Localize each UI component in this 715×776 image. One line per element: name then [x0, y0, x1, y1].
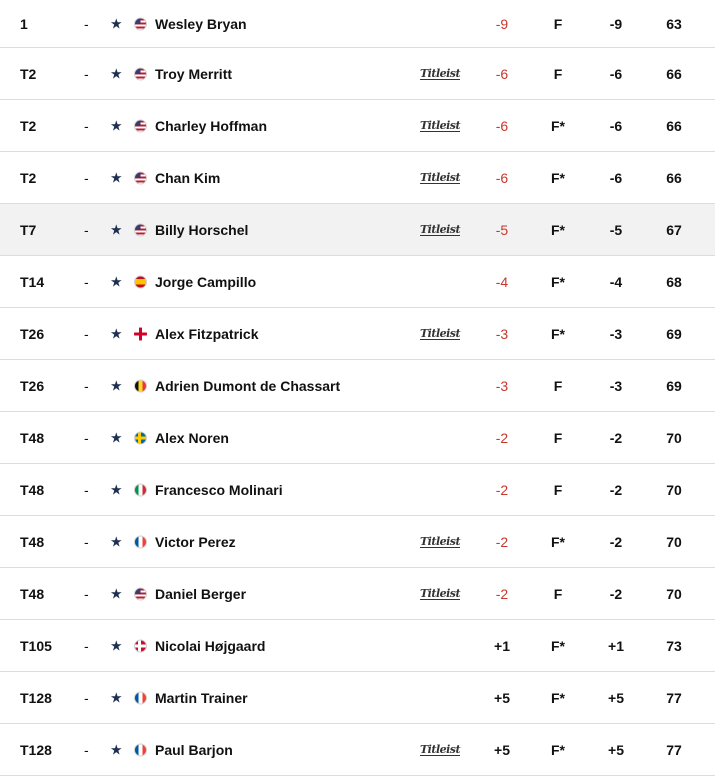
position: T48	[20, 429, 45, 446]
player-name[interactable]: Martin Trainer	[155, 689, 248, 706]
thru-status: F*	[551, 221, 565, 238]
leaderboard-row[interactable]	[0, 568, 715, 620]
position: T48	[20, 533, 45, 550]
position-movement: -	[84, 273, 89, 290]
today-score: +1	[494, 637, 510, 654]
player-name[interactable]: Alex Fitzpatrick	[155, 325, 259, 342]
position-movement: -	[84, 481, 89, 498]
total-score: -2	[609, 481, 623, 498]
today-score: -2	[495, 533, 509, 550]
total-score: -2	[609, 585, 623, 602]
titleist-logo: Titleist	[420, 118, 461, 132]
leaderboard-row[interactable]	[0, 516, 715, 568]
position: T105	[20, 637, 52, 654]
leaderboard-row[interactable]	[0, 152, 715, 204]
titleist-logo: Titleist	[420, 742, 461, 756]
total-score: -3	[609, 377, 623, 394]
thru-status: F	[553, 377, 563, 394]
position: T2	[20, 65, 37, 82]
today-score: -6	[495, 169, 509, 186]
position: 1	[20, 15, 28, 32]
total-score: +5	[608, 741, 624, 758]
thru-status: F*	[551, 117, 565, 134]
thru-status: F	[553, 15, 563, 32]
total-score: -2	[609, 429, 623, 446]
position-movement: -	[84, 585, 89, 602]
total-score: -3	[609, 325, 623, 342]
flag-es-icon	[134, 275, 147, 288]
star-icon[interactable]: ★	[110, 741, 123, 757]
position-movement: -	[84, 221, 89, 238]
player-name[interactable]: Victor Perez	[155, 533, 236, 550]
titleist-logo: Titleist	[420, 586, 461, 600]
round-score: 66	[666, 117, 682, 134]
total-score: -4	[609, 273, 623, 290]
thru-status: F*	[551, 533, 565, 550]
round-score: 69	[666, 377, 682, 394]
flag-us-icon	[134, 223, 147, 236]
today-score: +5	[494, 689, 510, 706]
player-name[interactable]: Francesco Molinari	[155, 481, 283, 498]
today-score: -3	[495, 377, 509, 394]
round-score: 77	[666, 689, 682, 706]
position-movement: -	[84, 377, 89, 394]
thru-status: F	[553, 429, 563, 446]
leaderboard-row[interactable]	[0, 308, 715, 360]
star-icon[interactable]: ★	[110, 15, 123, 31]
position-movement: -	[84, 689, 89, 706]
today-score: +5	[494, 741, 510, 758]
position: T26	[20, 325, 45, 342]
position-movement: -	[84, 533, 89, 550]
position-movement: -	[84, 117, 89, 134]
titleist-logo: Titleist	[420, 222, 461, 236]
leaderboard-row[interactable]	[0, 412, 715, 464]
round-score: 77	[666, 741, 682, 758]
today-score: -2	[495, 585, 509, 602]
flag-fr-icon	[134, 743, 147, 756]
leaderboard-row[interactable]	[0, 48, 715, 100]
star-icon[interactable]: ★	[110, 221, 123, 237]
round-score: 73	[666, 637, 682, 654]
flag-be-icon	[134, 379, 147, 392]
titleist-logo: Titleist	[420, 170, 461, 184]
titleist-logo: Titleist	[420, 534, 461, 548]
star-icon[interactable]: ★	[110, 689, 123, 705]
thru-status: F*	[551, 637, 565, 654]
today-score: -6	[495, 65, 509, 82]
total-score: +5	[608, 689, 624, 706]
position-movement: -	[84, 637, 89, 654]
leaderboard-row[interactable]	[0, 724, 715, 776]
round-score: 70	[666, 429, 682, 446]
round-score: 67	[666, 221, 682, 238]
position-movement: -	[84, 65, 89, 82]
star-icon[interactable]: ★	[110, 169, 123, 185]
titleist-logo: Titleist	[420, 326, 461, 340]
thru-status: F*	[551, 273, 565, 290]
thru-status: F*	[551, 169, 565, 186]
today-score: -5	[495, 221, 509, 238]
star-icon[interactable]: ★	[110, 429, 123, 445]
thru-status: F	[553, 481, 563, 498]
position: T128	[20, 741, 52, 758]
player-name[interactable]: Wesley Bryan	[155, 15, 247, 32]
leaderboard-row[interactable]	[0, 620, 715, 672]
star-icon[interactable]: ★	[110, 325, 123, 341]
position-movement: -	[84, 15, 89, 32]
leaderboard-row[interactable]	[0, 360, 715, 412]
player-name[interactable]: Jorge Campillo	[155, 273, 257, 290]
total-score: -6	[609, 65, 623, 82]
position-movement: -	[84, 429, 89, 446]
titleist-logo: Titleist	[420, 66, 461, 80]
star-icon[interactable]: ★	[110, 377, 123, 393]
thru-status: F	[553, 585, 563, 602]
today-score: -6	[495, 117, 509, 134]
leaderboard-row[interactable]	[0, 464, 715, 516]
star-icon[interactable]: ★	[110, 533, 123, 549]
flag-se-icon	[134, 431, 147, 444]
flag-us-icon	[134, 587, 147, 600]
today-score: -2	[495, 429, 509, 446]
round-score: 66	[666, 169, 682, 186]
total-score: -6	[609, 117, 623, 134]
flag-us-icon	[134, 17, 147, 30]
position: T2	[20, 117, 37, 134]
position-movement: -	[84, 741, 89, 758]
flag-it-icon	[134, 483, 147, 496]
star-icon[interactable]: ★	[110, 585, 123, 601]
thru-status: F*	[551, 741, 565, 758]
round-score: 70	[666, 481, 682, 498]
thru-status: F*	[551, 689, 565, 706]
flag-us-icon	[134, 119, 147, 132]
position: T128	[20, 689, 52, 706]
leaderboard-row[interactable]	[0, 672, 715, 724]
total-score: -6	[609, 169, 623, 186]
today-score: -3	[495, 325, 509, 342]
leaderboard-row[interactable]	[0, 256, 715, 308]
flag-fr-icon	[134, 535, 147, 548]
position: T7	[20, 221, 37, 238]
star-icon[interactable]: ★	[110, 637, 123, 653]
player-name[interactable]: Chan Kim	[155, 169, 221, 186]
leaderboard-row[interactable]	[0, 204, 715, 256]
player-name[interactable]: Daniel Berger	[155, 585, 247, 602]
leaderboard-row[interactable]	[0, 0, 715, 48]
position: T48	[20, 585, 45, 602]
flag-en-icon	[134, 327, 147, 340]
round-score: 69	[666, 325, 682, 342]
total-score: -9	[609, 15, 623, 32]
player-name[interactable]: Adrien Dumont de Chassart	[155, 377, 341, 394]
round-score: 70	[666, 585, 682, 602]
position: T2	[20, 169, 37, 186]
thru-status: F*	[551, 325, 565, 342]
player-name[interactable]: Billy Horschel	[155, 221, 249, 238]
player-name[interactable]: Paul Barjon	[155, 741, 233, 758]
total-score: +1	[608, 637, 624, 654]
round-score: 70	[666, 533, 682, 550]
player-name[interactable]: Troy Merritt	[155, 65, 233, 82]
total-score: -2	[609, 533, 623, 550]
star-icon[interactable]: ★	[110, 273, 123, 289]
player-name[interactable]: Nicolai Højgaard	[155, 637, 266, 654]
position: T14	[20, 273, 45, 290]
star-icon[interactable]: ★	[110, 65, 123, 81]
today-score: -9	[495, 15, 509, 32]
position: T26	[20, 377, 45, 394]
player-name[interactable]: Charley Hoffman	[155, 117, 268, 134]
star-icon[interactable]: ★	[110, 481, 123, 497]
round-score: 66	[666, 65, 682, 82]
today-score: -2	[495, 481, 509, 498]
player-name[interactable]: Alex Noren	[155, 429, 229, 446]
position-movement: -	[84, 169, 89, 186]
total-score: -5	[609, 221, 623, 238]
round-score: 63	[666, 15, 682, 32]
position-movement: -	[84, 325, 89, 342]
flag-dk-icon	[134, 639, 147, 652]
today-score: -4	[495, 273, 509, 290]
flag-us-icon	[134, 171, 147, 184]
position: T48	[20, 481, 45, 498]
star-icon[interactable]: ★	[110, 117, 123, 133]
flag-us-icon	[134, 67, 147, 80]
round-score: 68	[666, 273, 682, 290]
leaderboard-row[interactable]	[0, 100, 715, 152]
flag-fr-icon	[134, 691, 147, 704]
thru-status: F	[553, 65, 563, 82]
